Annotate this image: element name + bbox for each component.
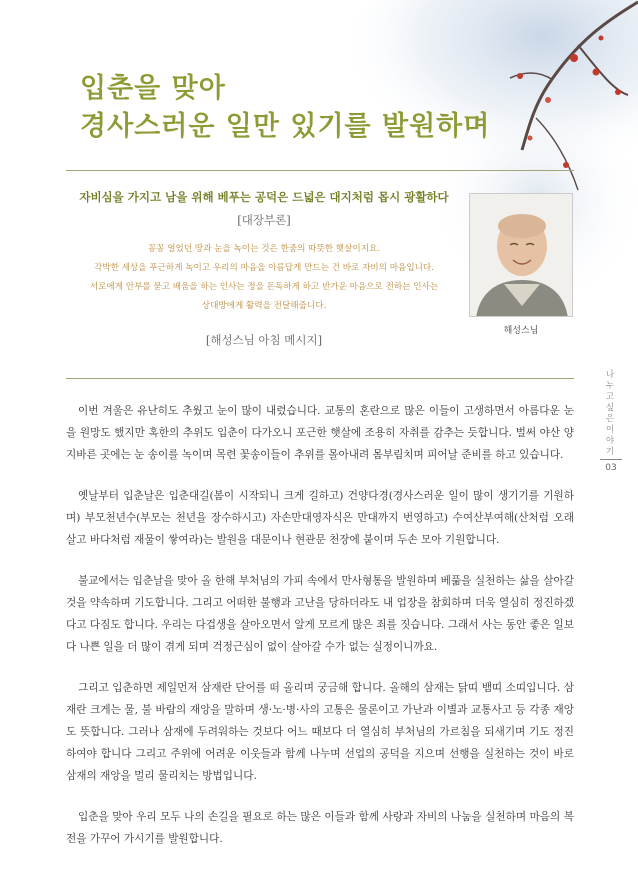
quote-line: 꽁꽁 얼었던 땅과 눈을 녹이는 것은 한줌의 따뜻한 햇살이지요. (147, 244, 381, 254)
monk-portrait-photo (469, 193, 573, 317)
title-line-1: 입춘을 맞아 (80, 73, 226, 104)
portrait-illustration (470, 194, 573, 317)
paragraph: 입춘을 맞아 우리 모두 나의 손길을 필요로 하는 많은 이들과 함께 사랑과 자비의 나눔을 실천하며 마음의 복전을 가꾸어 가시기를 발원합니다. (66, 811, 574, 845)
divider-top (66, 170, 574, 171)
quote-line: 각박한 세상을 푸근하게 녹이고 우리의 마음을 아름답게 만드는 건 바로 자비의 마음입니다. (94, 263, 434, 273)
quote-signature: [해성스님 아침 메시지] (205, 333, 323, 347)
quote-line: 서로에게 안부를 묻고 배움을 하는 인사는 정을 돈독하게 하고 반가운 마음으로 전하는 인사는 (89, 282, 439, 292)
article-title (80, 70, 500, 146)
paragraph: 그리고 입춘하면 제일먼저 삼재란 단어를 떠 올리며 궁금해 합니다. 올해의 삼재는 닭띠 뱀띠 소띠입니다. 삼재란 크게는 물, 불 바람의 재앙을 말하며 생·노·병·사의 고통은 물론이고 가난과 이별과 교통사고 등 각종 재앙도 뜻합니다. 그러나 삼재에 두려워하는 것보다 어느 때보다 더 열심히 부처님의 가르침을 되새기며 기도 정진하여야 합니다 그리고 주위에 어려운 이웃들과 함께 나누며 선업의 공덕을 지으며 선행을 실천하는 것이 바로 삼재의 재앙을 멀리 물리치는 방법입니다. (66, 682, 574, 782)
page-number: 03 (605, 463, 617, 473)
title-line-2: 경사스러운 일만 있기를 발원하며 (80, 111, 491, 142)
quote-box (66, 188, 462, 348)
paragraph: 옛날부터 입춘날은 입춘대길(봄이 시작되니 크게 길하고) 건양다경(경사스러운 일이 많이 생기기를 기원하며) 부모천년수(부모는 천년을 장수하시고) 자손만대영자식은 만대까지 번영하고) 수여산부여해(산처럼 오래살고 바다처럼 재물이 쌓여라)는 발원을 대문이나 현관문 천장에 붙이며 두손 모아 기원합니다. (66, 490, 574, 546)
quote-body (66, 240, 462, 316)
paragraph: 불교에서는 입춘날을 맞아 올 한해 부처님의 가피 속에서 만사형통을 발원하며 베풂을 실천하는 삶을 살아갈 것을 약속하며 기도합니다. 그리고 어떠한 불행과 고난을 당하더라도 내 업장을 참회하며 더욱 열심히 정진하겠다고 다짐도 합니다. 우리는 다겁생을 살아오면서 알게 모르게 많은 죄를 짓습니다. 그래서 사는 동안 좋은 일보다 나쁜 일을 더 많이 겪게 되며 걱정근심이 없이 살아갈 수가 없는 실정이니까요. (66, 575, 574, 653)
paragraph: 이번 겨울은 유난히도 추웠고 눈이 많이 내렸습니다. 교통의 혼란으로 많은 이들이 고생하면서 아름다운 눈을 원망도 했지만 혹한의 추위도 입춘이 다가오니 포근한 햇살에 조용히 자취를 감추는 듯합니다. 벌써 야산 양지바른 곳에는 눈 송이를 녹이며 목련 꽃송이들이 추위를 몰아내려 몸부림치며 피어날 준비를 하고 있습니다. (66, 405, 574, 461)
section-side-label: 나누고 싶은 이야기 (605, 370, 615, 457)
quote-source: [대장부론] (237, 213, 291, 227)
article-body (66, 400, 574, 869)
photo-caption: 해성스님 (503, 326, 539, 336)
divider-bottom (66, 378, 574, 379)
side-divider (600, 459, 622, 460)
quote-line: 상대방에게 활력을 전달해줍니다. (201, 301, 327, 311)
quote-title: 자비심을 가지고 남을 위해 베푸는 공덕은 드넓은 대지처럼 몹시 광활하다 (79, 190, 449, 204)
